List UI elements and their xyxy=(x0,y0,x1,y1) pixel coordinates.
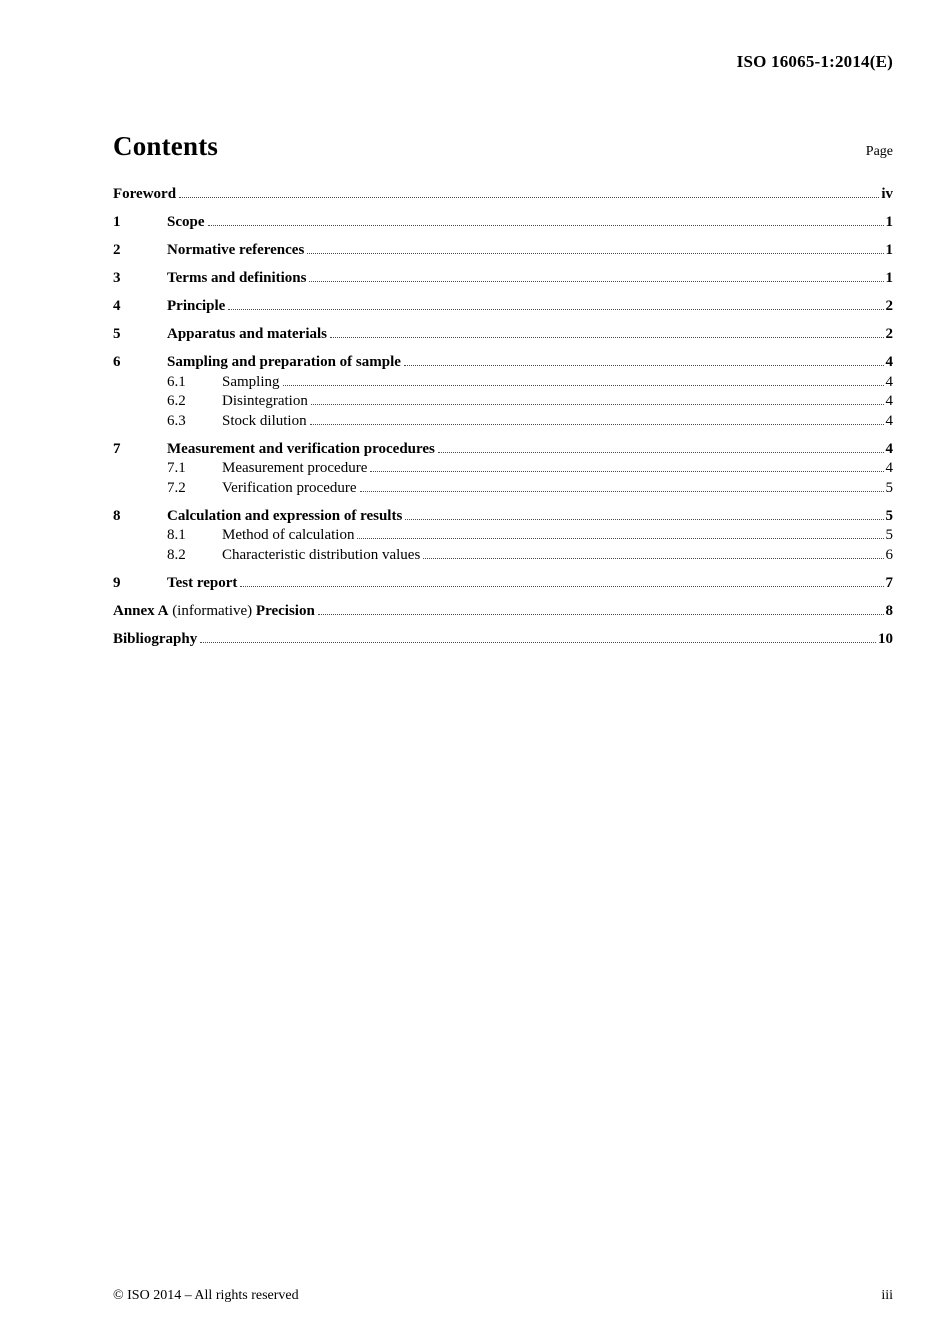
toc-entry[interactable] xyxy=(113,526,893,545)
toc-entry[interactable] xyxy=(113,297,893,316)
toc-entry[interactable] xyxy=(113,602,893,621)
toc-entry-number: 4 xyxy=(113,298,121,314)
toc-label-regular-segment: Disintegration xyxy=(222,393,308,409)
toc-entry-label xyxy=(167,241,304,260)
dot-leader xyxy=(404,362,884,366)
contents-title: Contents xyxy=(113,131,219,161)
toc-label-bold-segment: Sampling and preparation of sample xyxy=(167,354,401,370)
dot-leader xyxy=(240,583,883,587)
toc-entry-number: 1 xyxy=(113,214,121,230)
toc-entry-number: 8.2 xyxy=(167,546,186,563)
toc-entry-number: 7.1 xyxy=(167,460,186,476)
toc-entry[interactable] xyxy=(113,440,893,459)
toc-entry[interactable] xyxy=(113,479,893,498)
toc-entry-page: 4 xyxy=(885,440,893,457)
toc-entry-page: 2 xyxy=(885,298,893,314)
dot-leader xyxy=(438,449,884,453)
toc-label-bold-segment: Normative references xyxy=(167,242,305,258)
dot-leader xyxy=(423,555,883,559)
toc-entry-page: 1 xyxy=(885,214,893,230)
toc-entry[interactable] xyxy=(113,185,893,204)
toc-label-bold-segment: Apparatus and materials xyxy=(167,326,328,342)
toc-label-bold-segment: Foreword xyxy=(113,186,177,202)
toc-entry-page: 2 xyxy=(885,326,893,342)
toc-entry[interactable] xyxy=(113,412,893,431)
toc-entry-page: 8 xyxy=(885,602,893,619)
contents-section xyxy=(113,131,893,649)
toc-entry[interactable] xyxy=(113,630,893,649)
dot-leader xyxy=(357,535,883,539)
dot-leader xyxy=(405,516,883,520)
toc-label-regular-segment: Method of calculation xyxy=(222,527,355,543)
toc-label-bold-segment: Bibliography xyxy=(113,630,198,647)
toc-entry[interactable] xyxy=(113,269,893,288)
toc-entry-label xyxy=(222,412,307,431)
dot-leader xyxy=(370,468,883,472)
toc-label-bold-segment: Annex A xyxy=(113,602,169,619)
toc-entry[interactable] xyxy=(113,574,893,593)
dot-leader xyxy=(360,488,884,492)
toc-label-regular-segment: Sampling xyxy=(222,373,280,390)
toc-label-regular-segment: Measurement procedure xyxy=(222,460,368,476)
toc-entry-page: 4 xyxy=(885,373,893,390)
toc-entry-label xyxy=(167,353,401,372)
toc-entry-page: 4 xyxy=(885,393,893,409)
toc-entry-label xyxy=(167,325,327,344)
toc-entry-number: 7 xyxy=(113,440,121,457)
toc-entry-page: iv xyxy=(881,186,893,202)
toc-entry[interactable] xyxy=(113,459,893,478)
toc-entry-label xyxy=(113,602,315,621)
table-of-contents xyxy=(113,185,893,649)
toc-entry[interactable] xyxy=(113,353,893,372)
copyright-notice: © ISO 2014 – All rights reserved xyxy=(113,1288,299,1303)
page-column-label: Page xyxy=(865,144,893,159)
toc-label-bold-segment: Precision xyxy=(255,602,315,619)
dot-leader xyxy=(309,278,883,282)
dot-leader xyxy=(310,421,884,425)
toc-label-regular-segment: (informative) xyxy=(168,602,256,619)
dot-leader xyxy=(318,611,884,615)
toc-entry-label xyxy=(222,373,280,392)
toc-entry-number: 3 xyxy=(113,270,121,286)
toc-entry-label xyxy=(167,574,237,593)
toc-entry-page: 1 xyxy=(885,270,893,286)
toc-label-bold-segment: Principle xyxy=(167,298,226,314)
toc-entry-page: 10 xyxy=(878,630,893,647)
toc-entry-label xyxy=(222,526,354,545)
toc-entry-number: 6 xyxy=(113,354,121,370)
toc-entry-number: 6.1 xyxy=(167,373,186,390)
toc-entry[interactable] xyxy=(113,392,893,411)
toc-entry-number: 6.2 xyxy=(167,393,186,409)
toc-entry-label xyxy=(167,297,225,316)
toc-label-regular-segment: Verification procedure xyxy=(222,479,357,496)
toc-entry[interactable] xyxy=(113,325,893,344)
toc-entry[interactable] xyxy=(113,546,893,565)
toc-entry-page: 5 xyxy=(885,479,893,496)
toc-label-bold-segment: Test report xyxy=(167,574,238,591)
toc-entry-number: 8.1 xyxy=(167,527,186,543)
toc-entry-number: 5 xyxy=(113,326,121,342)
dot-leader xyxy=(179,194,879,198)
toc-entry-label xyxy=(167,269,306,288)
dot-leader xyxy=(311,401,884,405)
toc-label-bold-segment: Terms and definitions xyxy=(167,270,307,286)
dot-leader xyxy=(330,334,883,338)
toc-entry-number: 9 xyxy=(113,574,121,591)
toc-entry-label xyxy=(222,479,357,498)
toc-entry-page: 5 xyxy=(885,507,893,524)
toc-entry-number: 2 xyxy=(113,242,121,258)
toc-entry-label xyxy=(222,546,420,565)
toc-label-regular-segment: Stock dilution xyxy=(222,412,307,429)
toc-entry-page: 4 xyxy=(885,412,893,429)
dot-leader xyxy=(208,222,884,226)
dot-leader xyxy=(283,382,884,386)
toc-entry-label xyxy=(113,630,197,649)
dot-leader xyxy=(200,639,876,643)
toc-entry-number: 6.3 xyxy=(167,412,186,429)
toc-entry-number: 8 xyxy=(113,507,121,524)
dot-leader xyxy=(228,306,883,310)
toc-entry[interactable] xyxy=(113,241,893,260)
toc-label-bold-segment: Scope xyxy=(167,214,205,230)
toc-entry[interactable] xyxy=(113,213,893,232)
toc-entry-page: 1 xyxy=(885,242,893,258)
toc-label-regular-segment: Characteristic distribution values xyxy=(222,546,421,563)
toc-entry-label xyxy=(113,185,176,204)
page-number: iii xyxy=(881,1288,893,1303)
toc-entry[interactable] xyxy=(113,507,893,526)
contents-title-row xyxy=(113,131,893,162)
toc-entry-page: 4 xyxy=(885,460,893,476)
toc-entry-page: 6 xyxy=(885,546,893,563)
toc-entry[interactable] xyxy=(113,373,893,392)
toc-entry-label xyxy=(222,459,367,478)
toc-entry-number: 7.2 xyxy=(167,479,186,496)
dot-leader xyxy=(307,250,883,254)
toc-entry-page: 4 xyxy=(885,354,893,370)
toc-label-bold-segment: Calculation and expression of results xyxy=(167,507,403,524)
page-footer xyxy=(113,1288,893,1304)
toc-label-bold-segment: Measurement and verification procedures xyxy=(167,440,435,457)
toc-entry-page: 5 xyxy=(885,527,893,543)
toc-entry-label xyxy=(167,213,205,232)
toc-entry-label xyxy=(167,507,402,526)
toc-entry-label xyxy=(167,440,435,459)
toc-entry-page: 7 xyxy=(885,574,893,591)
toc-entry-label xyxy=(222,392,308,411)
document-reference: ISO 16065-1:2014(E) xyxy=(736,52,893,71)
